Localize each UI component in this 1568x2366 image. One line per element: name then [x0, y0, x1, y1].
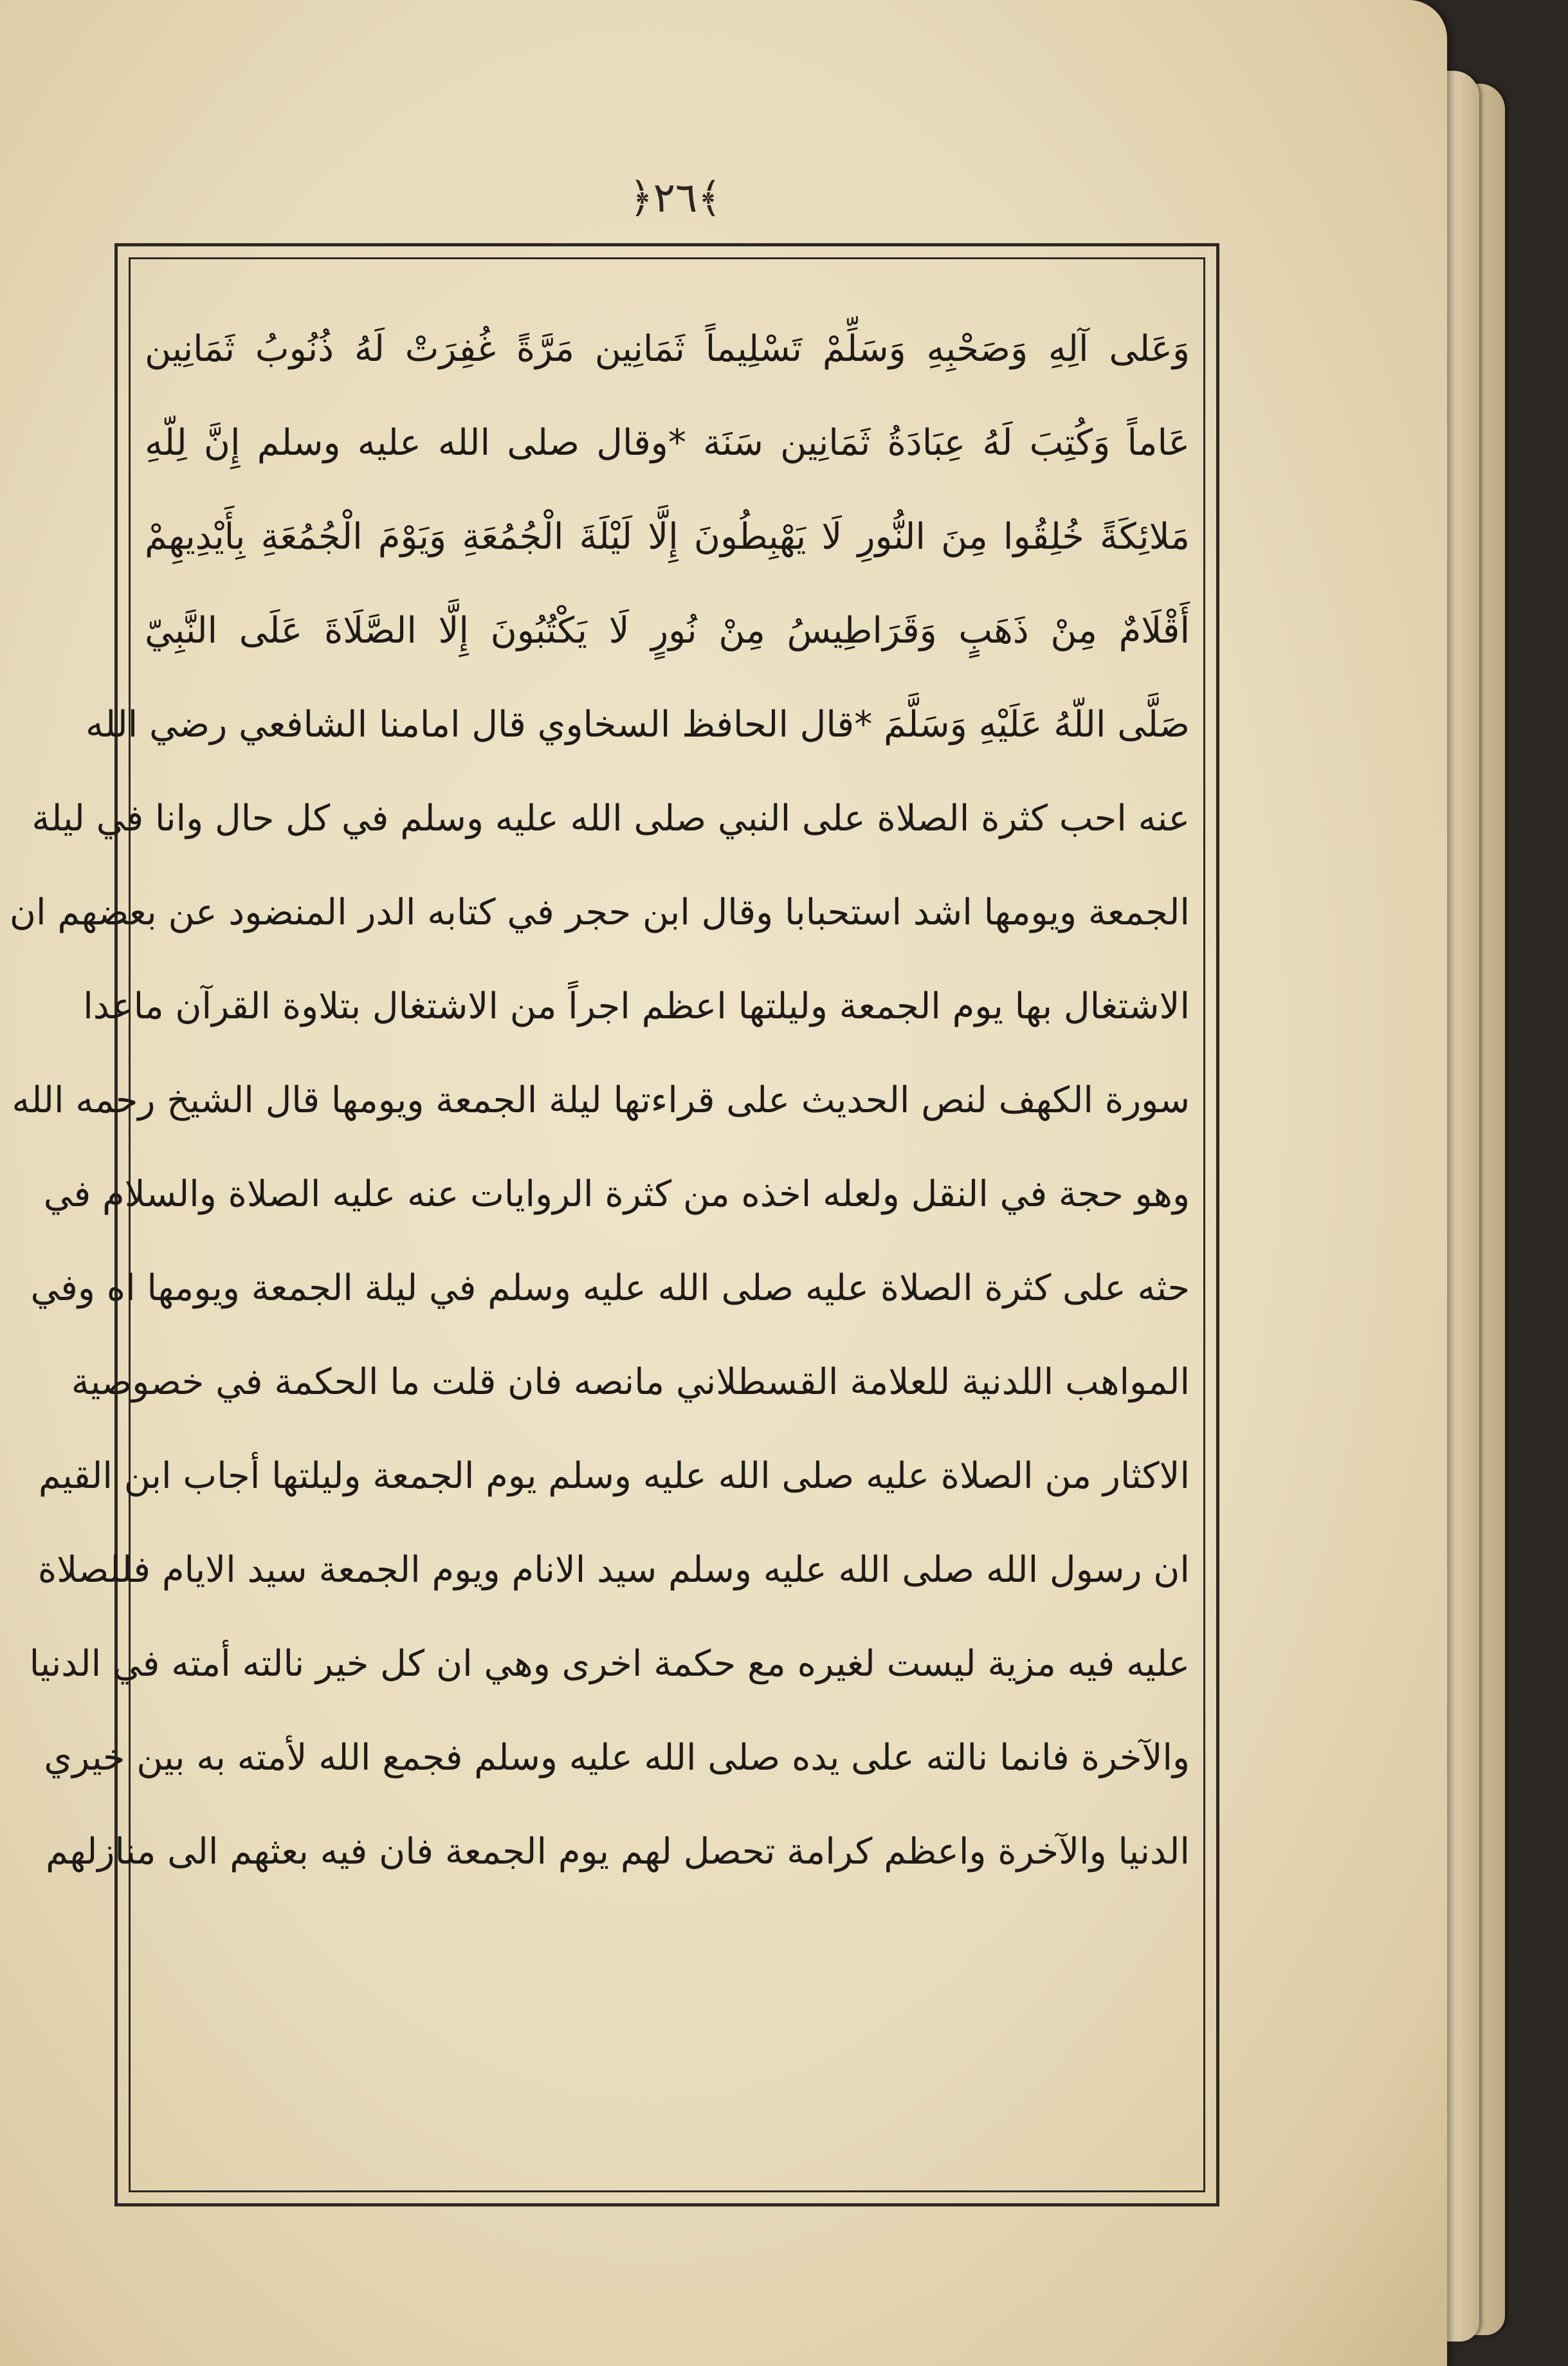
- text-line: سورة الكهف لنص الحديث على قراءتها ليلة الجمعة ويومها قال الشيخ رحمه الله: [12, 1079, 1190, 1121]
- text-line: وهو حجة في النقل ولعله اخذه من كثرة الروايات عنه عليه الصلاة والسلام في: [43, 1173, 1190, 1215]
- text-line: عَاماً وَكُتِبَ لَهُ عِبَادَةُ ثَمَانِين سَنَة *وقال صلى الله عليه وسلم إِنَّ لِلّهِ: [145, 422, 1190, 464]
- text-block: [9, 302, 1190, 1899]
- page-number: ﴿٢٦﴾: [629, 174, 722, 222]
- text-line: عنه احب كثرة الصلاة على النبي صلى الله عليه وسلم في كل حال وانا في ليلة: [32, 798, 1190, 839]
- text-line: مَلائِكَةً خُلِقُوا مِنَ النُّورِ لَا يَهْبِطُونَ إِلَّا لَيْلَةَ الْجُمُعَةِ وَيَوْمَ الْجُمُعَةِ بِأَيْدِيهِمْ: [145, 516, 1190, 558]
- text-line: والآخرة فانما نالته على يده صلى الله عليه وسلم فجمع الله لأمته به بين خيري: [44, 1737, 1190, 1779]
- text-line: الدنيا والآخرة واعظم كرامة تحصل لهم يوم الجمعة فان فيه بعثهم الى منازلهم: [46, 1831, 1190, 1873]
- text-line: المواهب اللدنية للعلامة القسطلاني مانصه فان قلت ما الحكمة في خصوصية: [71, 1361, 1190, 1403]
- text-line: عليه فيه مزية ليست لغيره مع حكمة اخرى وهي ان كل خير نالته أمته في الدنيا: [29, 1643, 1190, 1685]
- text-line: وَعَلى آلِهِ وَصَحْبِهِ وَسَلِّمْ تَسْلِيماً ثَمَانِين مَرَّةً غُفِرَتْ لَهُ ذُنُوبُ ثَمَانِين: [145, 328, 1190, 370]
- text-line: ان رسول الله صلى الله عليه وسلم سيد الانام ويوم الجمعة سيد الايام فللصلاة: [37, 1549, 1190, 1591]
- text-line: حثه على كثرة الصلاة عليه صلى الله عليه وسلم في ليلة الجمعة ويومها اه وفي: [30, 1267, 1190, 1309]
- text-line: أَقْلَامٌ مِنْ ذَهَبٍ وَقَرَاطِيسُ مِنْ نُورٍ لَا يَكْتُبُونَ إِلَّا الصَّلَاةَ عَلَى النَّبِيّ: [145, 610, 1190, 652]
- text-line: الجمعة ويومها اشد استحبابا وقال ابن حجر في كتابه الدر المنضود عن بعضهم ان: [9, 892, 1190, 933]
- text-line: الاكثار من الصلاة عليه صلى الله عليه وسلم يوم الجمعة وليلتها أجاب ابن القيم: [38, 1455, 1190, 1497]
- text-line: صَلَّى اللّهُ عَلَيْهِ وَسَلَّمَ *قال الحافظ السخاوي قال امامنا الشافعي رضي الله: [86, 704, 1190, 746]
- text-line: الاشتغال بها يوم الجمعة وليلتها اعظم اجراً من الاشتغال بتلاوة القرآن ماعدا: [83, 986, 1190, 1027]
